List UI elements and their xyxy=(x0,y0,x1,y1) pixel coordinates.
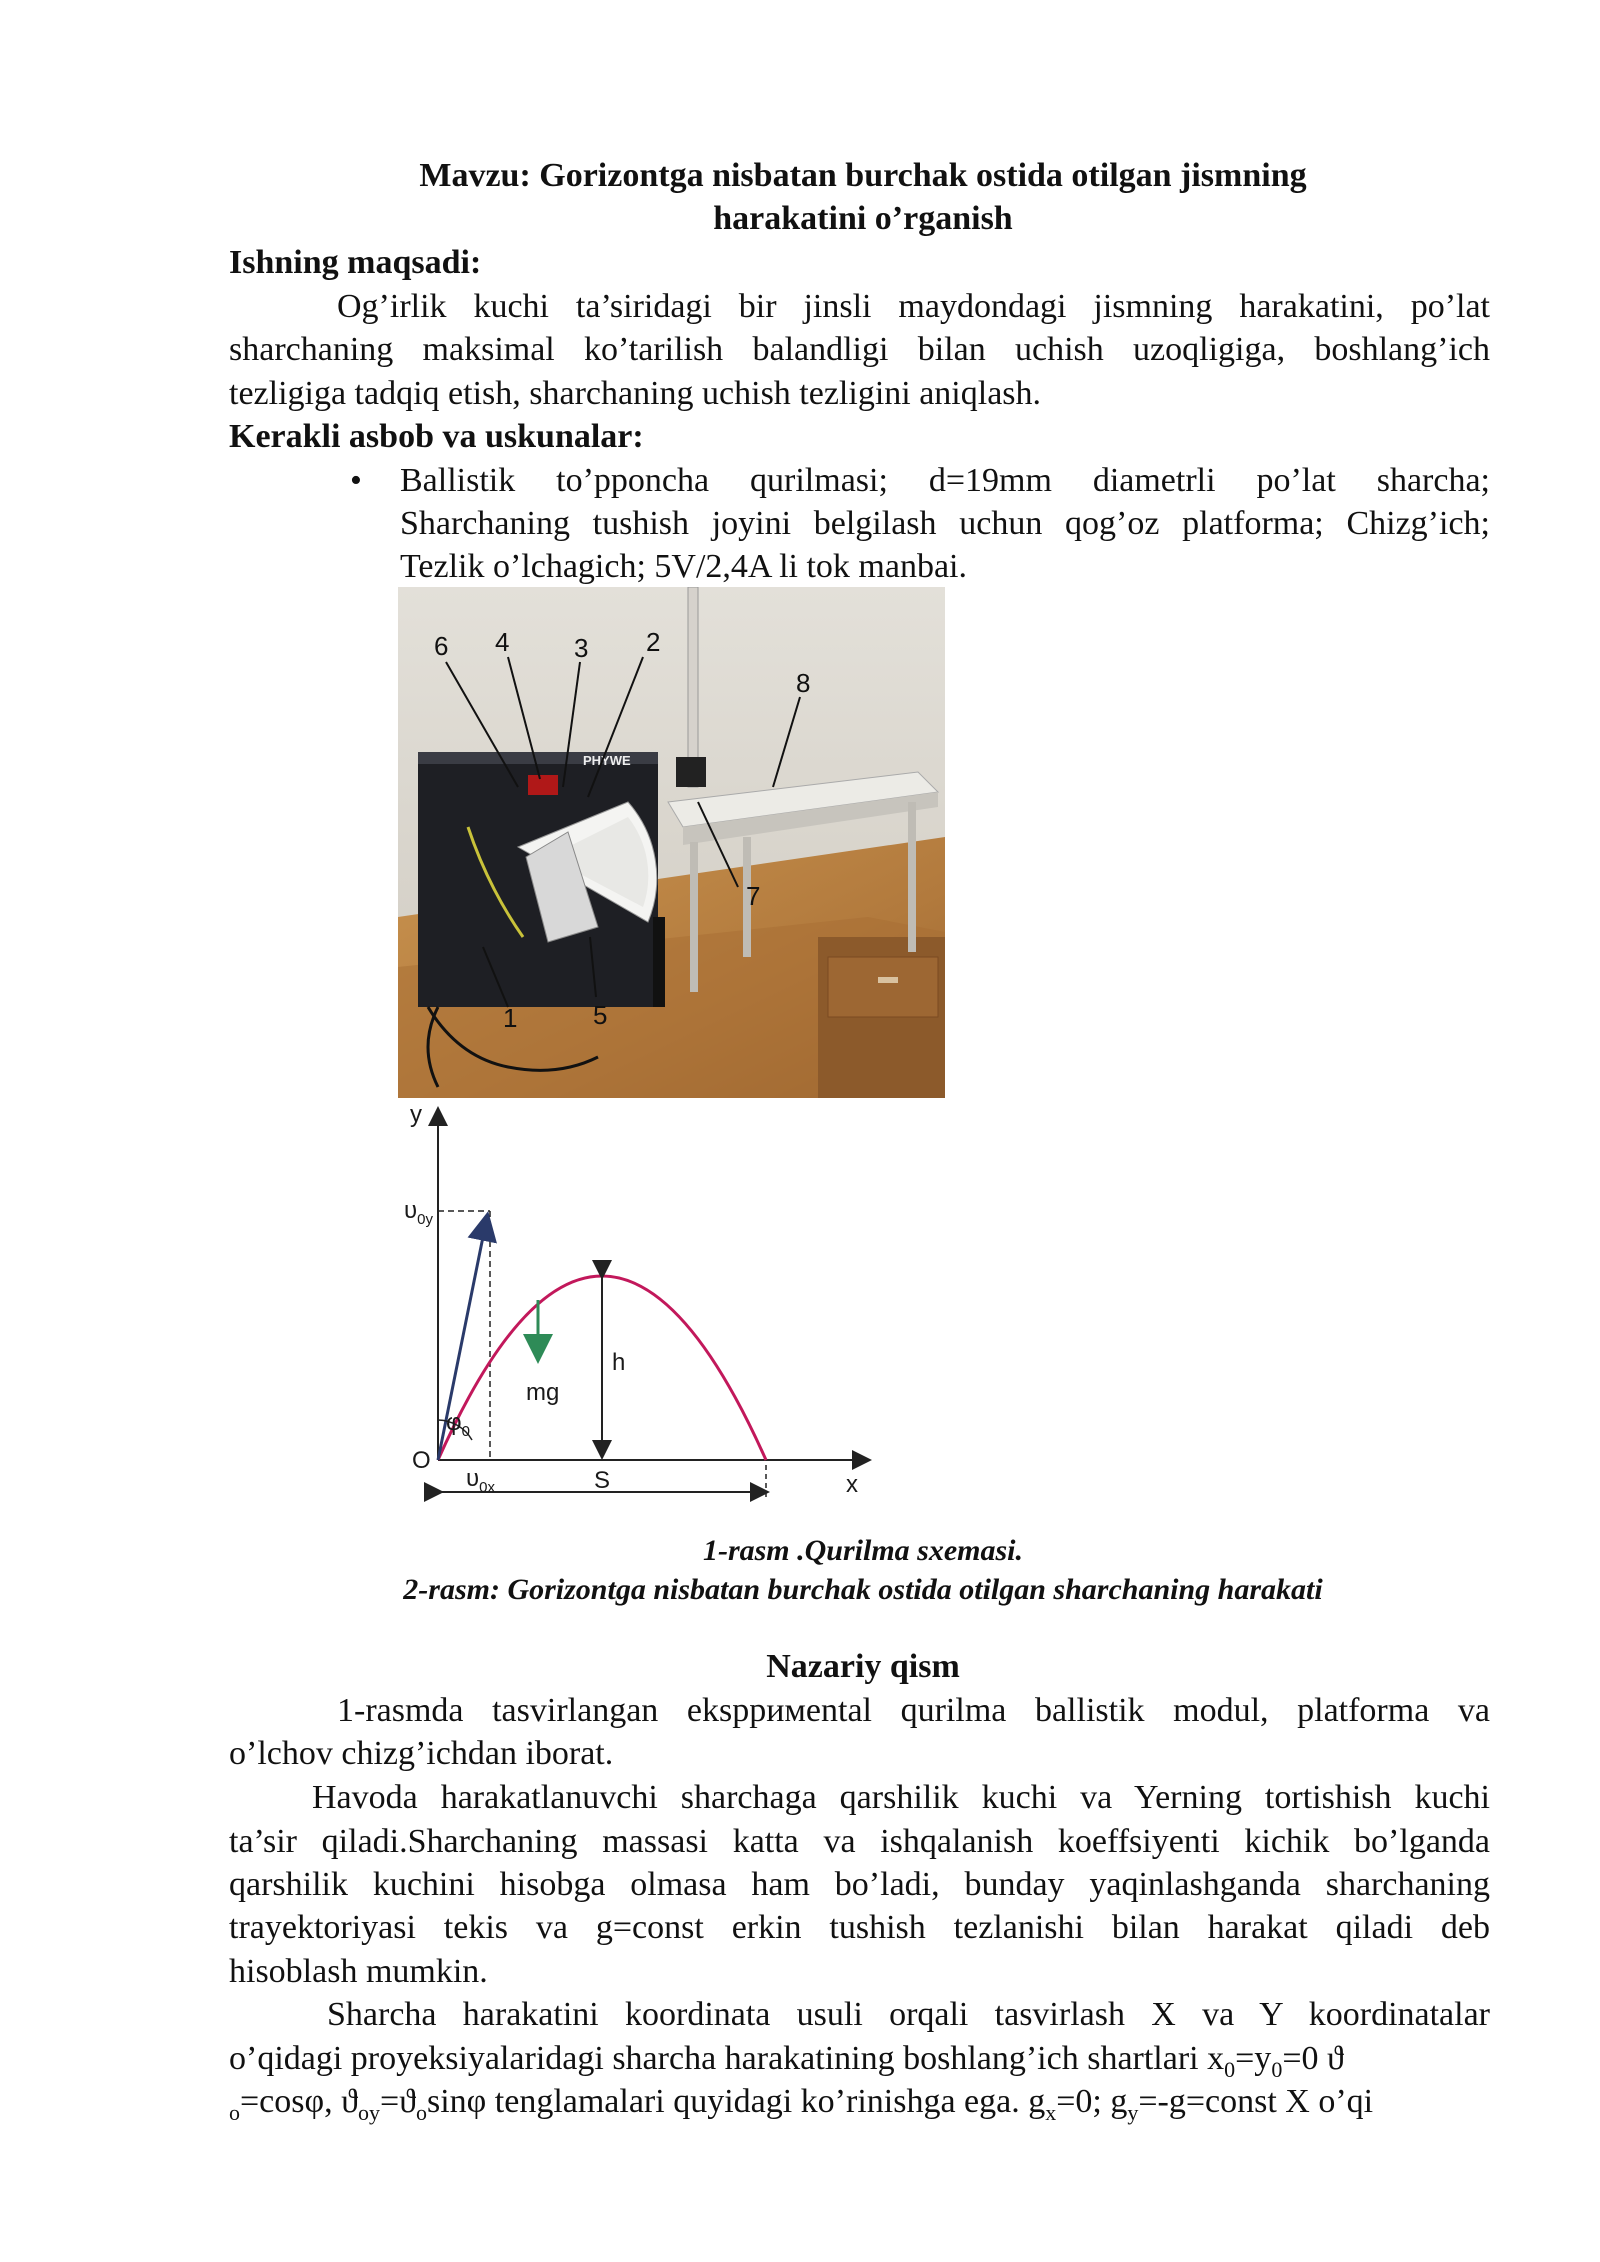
theory-p1-line-1: 1-rasmda tasvirlangan ekspримental qurilma ballistik modul, platforma va xyxy=(337,1692,1490,1729)
goal-line-3: tezligiga tadqiq etish, sharchaning uchish tezligini aniqlash. xyxy=(229,375,1042,412)
equipment-line-2: Sharchaning tushish joyini belgilash uchun qog’oz platforma; Chizg’ich; xyxy=(400,505,1490,542)
goal-heading: Ishning maqsadi: xyxy=(229,244,482,281)
photo-label-3: 3 xyxy=(574,633,589,663)
photo-label-6: 6 xyxy=(434,631,449,661)
photo-label-8: 8 xyxy=(796,668,811,698)
photo-label-1: 1 xyxy=(503,1003,518,1033)
theory-heading: Nazariy qism xyxy=(766,1648,960,1685)
phi-label: $\varphi_0$ xyxy=(446,1409,470,1440)
theory-p3-line-1: Sharcha harakatini koordinata usuli orqali tasvirlash X va Y koordinatalar xyxy=(327,1996,1490,2033)
theory-p2-line-4: trayektoriyasi tekis va g=const erkin tushish tezlanishi bilan harakat qiladi deb xyxy=(229,1909,1490,1946)
v0x-label: $\upsilon_{0x}$ xyxy=(466,1465,495,1496)
y-axis-label: y xyxy=(410,1101,422,1128)
theory-p1-line-2: o’lchov chizg’ichdan iborat. xyxy=(229,1735,614,1772)
goal-line-2: sharchaning maksimal ko’tarilish balandligi bilan uchish uzoqligiga, boshlang’ich xyxy=(229,331,1490,368)
v0y-label: $\upsilon_{0y}$ xyxy=(404,1197,433,1228)
origin-label: O xyxy=(412,1447,431,1474)
photo-label-4: 4 xyxy=(495,627,510,657)
bullet-icon: • xyxy=(350,462,362,499)
trajectory-diagram xyxy=(398,1100,878,1518)
apparatus-photo xyxy=(398,587,945,1098)
equipment-line-1: Ballistik to’pponcha qurilmasi; d=19mm diametrli po’lat sharcha; xyxy=(400,462,1490,499)
brand-label: PHYWE xyxy=(583,753,631,768)
theory-p3-line-3: $_o$=cosφ, $ϑ_{oy}=ϑ_o\sin\varphi$ tenglamalari quyidagi ko’rinishga ega. $g_x=0$; $g_y=-g=const$ X o’qi xyxy=(229,2083,1374,2125)
figure-1-caption: 1-rasm .Qurilma sxemasi. xyxy=(702,1534,1024,1567)
photo-label-5: 5 xyxy=(593,1000,608,1030)
theory-p2-line-2: ta’sir qiladi.Sharchaning massasi katta va ishqalanish koeffsiyenti kichik bo’lganda xyxy=(229,1823,1490,1860)
photo-label-7: 7 xyxy=(746,881,761,911)
title-line-2: harakatini o’rganish xyxy=(713,200,1013,237)
x-axis-label: x xyxy=(846,1471,858,1498)
mg-label: mg xyxy=(526,1379,560,1406)
theory-p2-line-5: hisoblash mumkin. xyxy=(229,1953,488,1990)
theory-p2-line-3: qarshilik kuchini hisobga olmasa ham bo’ladi, bunday yaqinlashganda sharchaning xyxy=(229,1866,1490,1903)
figure-2-caption: 2-rasm: Gorizontga nisbatan burchak ostida otilgan sharchaning harakati xyxy=(403,1573,1323,1606)
title-line-1: Mavzu: Gorizontga nisbatan burchak ostida otilgan jismning xyxy=(419,157,1307,194)
equipment-line-3: Tezlik o’lchagich; 5V/2,4A li tok manbai. xyxy=(400,548,967,585)
theory-p2-line-1: Havoda harakatlanuvchi sharchaga qarshilik kuchi va Yerning tortishish kuchi xyxy=(312,1779,1490,1816)
h-label: h xyxy=(612,1349,626,1376)
theory-p3-line-2: o’qidagi proyeksiyalaridagi sharcha harakatining boshlang’ich shartlari $x_0=y_0=0$ ϑ xyxy=(229,2040,1344,2082)
goal-line-1: Og’irlik kuchi ta’siridagi bir jinsli maydondagi jismning harakatini, po’lat xyxy=(337,288,1490,325)
equipment-heading: Kerakli asbob va uskunalar: xyxy=(229,418,644,455)
s-label: S xyxy=(594,1467,611,1494)
photo-label-2: 2 xyxy=(646,627,661,657)
